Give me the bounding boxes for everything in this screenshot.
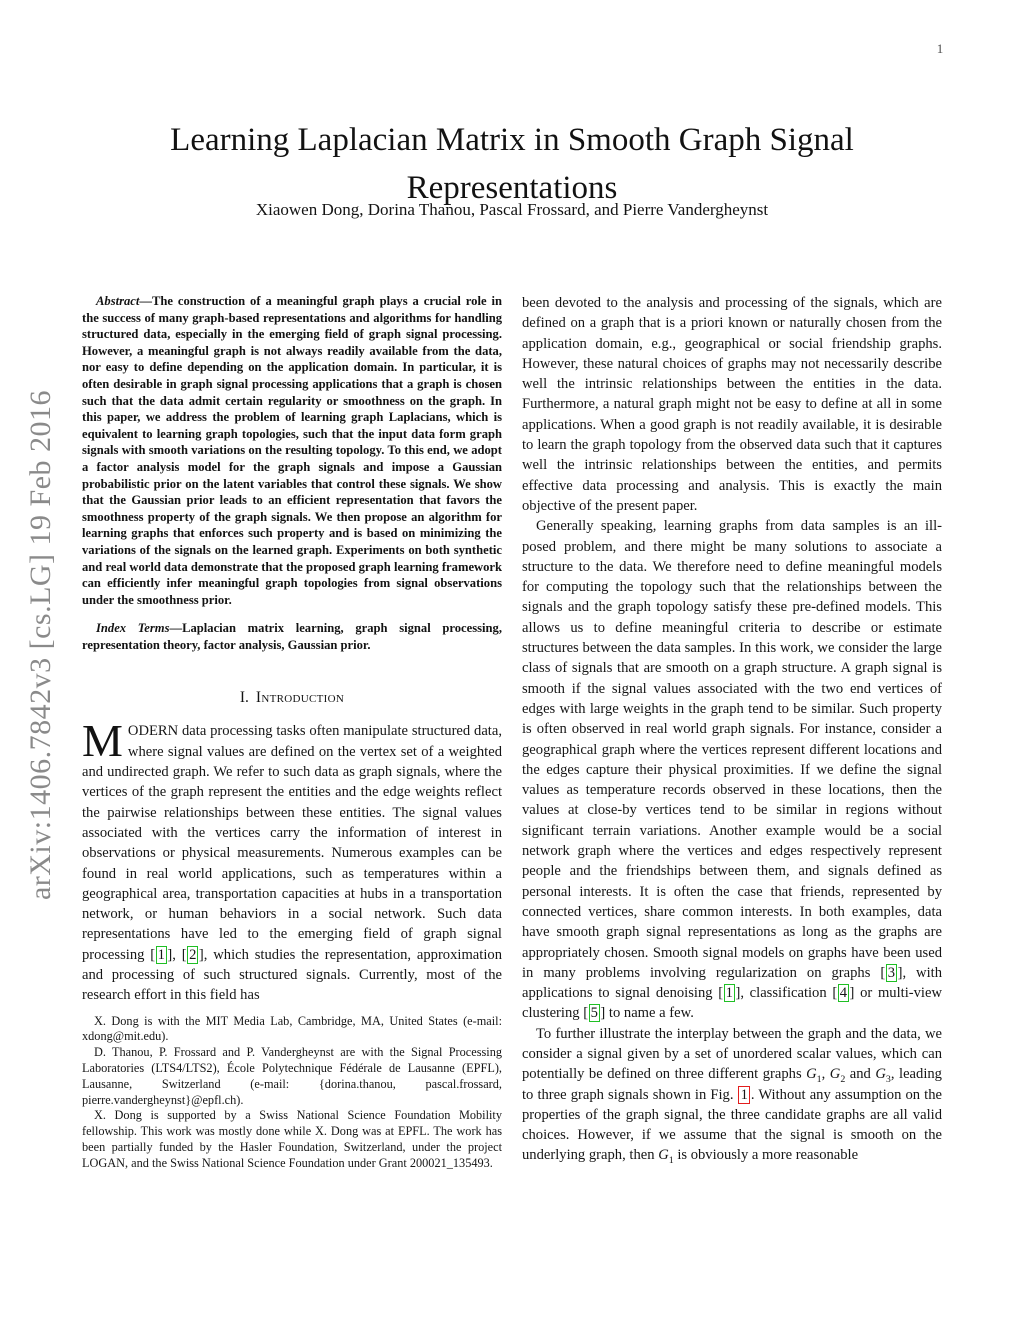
footnote-affiliation-1: X. Dong is with the MIT Media Lab, Cambridge, MA, United States (e-mail: xdong@mit.edu). <box>82 1013 502 1044</box>
math-graph-symbol: $G_3$ <box>875 1066 891 1086</box>
section-number: I. <box>239 689 249 707</box>
math-graph-symbol: $G_2$ <box>829 1066 846 1086</box>
body-paragraph: been devoted to the analysis and processing of the signals, which are defined on a graph that is a priori known or naturally chosen from the application domain, e.g., geographical or social friendship graphs. However, these natural choices of graphs may not necessarily describe well the intrinsic relationships between the entities in the data. Furthermore, a natural graph might not be easy to define at all in some applications. When a good graph is not readily available, it is desirable to learn the graph topology from the observed data such that it captures well the intrinsic relationships between the entities, and permits effective data processing and analysis. This is exactly the main objective of the present paper. <box>522 295 942 514</box>
section-title: Introduction <box>255 689 345 707</box>
right-column <box>522 293 942 1166</box>
math-graph-symbol: $G_1$ <box>806 1066 822 1086</box>
dropcap-letter: M <box>82 715 123 767</box>
section-heading <box>82 689 502 707</box>
citation-number[interactable]: 3 <box>887 964 896 981</box>
citation-ref[interactable]: [ 3 ] <box>880 964 903 981</box>
body-paragraph: To further illustrate the interplay between the graph and the data, we consider a signal given by a set of unordered scalar values, which can potentially be defined on three different graphs $G_1$, $G_2$ and $G_3$, leading to three graph signals shown in Fig. 1 . Without any assumption on the properties of the graph signal, the three candidate graphs are all valid choices. However, if we assume that the signal is smooth on the underlying graph, then $G_1$ is obviously a more reasonable <box>522 1025 942 1167</box>
index-terms-label: Index Terms <box>96 621 170 636</box>
page-number: 1 <box>936 41 944 56</box>
figure-ref[interactable]: 1 <box>738 1086 750 1104</box>
intro-text: ODERN data processing tasks often manipulate structured data, where signal values are defined on the vertex set of a weighted and undirected graph. We refer to such data as graph signals, where the vertices of the graph represent the entities and the edge weights reflect the pairwise relationships between these entities. The signal values associated with the vertices carry the information of interest in observations or physical measurements. Numerous examples can be found in real world applications, such as temperatures within a geographical area, transportation capacities at hubs in a transportation network, or human behaviors in a social network. Such data representations have led to the emerging field of graph signal processing [ 1 ], [ 2 ], which studies the representation, approximation and processing of such structured signals. Currently, most of the research effort in this field has <box>82 723 502 1004</box>
body-paragraph: Generally speaking, learning graphs from data samples is an ill-posed problem, and there might be many solutions to associate a structure to the data. We therefore need to define meaningful models for computing the topology such that the relationships between the signals and the graph topology satisfy these pre-defined models. This allows us to define meaningful criteria to describe or estimate structures between the data samples. In this work, we consider the large class of signals that are smooth on a graph structure. A graph signal is smooth if the signal values associated with the two end vertices of edges with large weights in the graph tend to be similar. Such property is often observed in real world graph signals. For instance, consider a geographical graph where the vertices represent different locations and the edges capture their physical proximities. If we define the signal values as temperature records observed in these locations, then the values at close-by vertices tend to be similar in regions without significant terrain variations. Another example would be a social network graph where the vertices and edges respectively represent people and the friendships between them, and signals defined as personal interests. It is often the case that friends, represented by connected vertices, share common interests. In both examples, data have smooth graph signal representations as long as the graphs are appropriately chosen. Smooth signal models on graphs have been used in many problems involving regularization on graphs [ 3 ], with applications to signal denoising [ 1 ], classification [ 4 ] or multi-view clustering [ 5 ] to name a few. <box>522 518 943 1022</box>
footnotes-block <box>82 1014 502 1172</box>
left-column <box>82 293 502 1172</box>
citation-ref[interactable]: [ 1 ] <box>150 946 173 963</box>
abstract-label: Abstract <box>96 294 140 308</box>
abstract-dash: — <box>139 294 152 308</box>
paper-title: Learning Laplacian Matrix in Smooth Graph Signal Representations <box>170 122 854 207</box>
footnote-affiliation-2: D. Thanou, P. Frossard and P. Vandergheynst are with the Signal Processing Laboratories (LTS4/LTS2), École Polytechnique Fédérale de Lausanne (EPFL), Lausanne, Switzerland (e-mail: {dorina.thanou, pascal.frossard, pierre.vandergheynst}@epfl.ch). <box>82 1045 502 1107</box>
abstract <box>82 293 502 608</box>
citation-number[interactable]: 2 <box>189 946 197 963</box>
citation-number[interactable]: 1 <box>157 946 165 963</box>
citation-ref[interactable]: [ 5 ] <box>583 1005 606 1022</box>
index-terms <box>82 620 502 653</box>
index-terms-text: Laplacian matrix learning, graph signal processing, representation theory, factor analysis, Gaussian prior. <box>82 621 502 652</box>
math-graph-symbol: $G_1$ <box>658 1147 674 1167</box>
paper-authors: Xiaowen Dong, Dorina Thanou, Pascal Frossard, and Pierre Vandergheynst <box>255 200 769 219</box>
citation-number[interactable]: 5 <box>590 1005 598 1022</box>
citation-number[interactable]: 1 <box>725 985 733 1002</box>
index-terms-dash: — <box>169 621 183 636</box>
citation-ref[interactable]: [ 4 ] <box>832 985 855 1002</box>
citation-ref[interactable]: [ 2 ] <box>181 946 204 963</box>
footnote-funding: X. Dong is supported by a Swiss National Science Foundation Mobility fellowship. This work was mostly done while X. Dong was at EPFL. The work has been partially funded by the Hasler Foundation, Switzerland, under the project LOGAN, and the Swiss National Science Foundation under Grant 200021_135493. <box>82 1108 502 1170</box>
abstract-text: The construction of a meaningful graph plays a crucial role in the success of many graph-based representations and algorithms for handling structured data, especially in the emerging field of graph signal processing. However, a meaningful graph is not always readily available from the data, nor easy to define depending on the application domain. In particular, it is often desirable in graph signal processing applications that a graph is chosen such that the data admit certain regularity or smoothness on the graph. In this paper, we address the problem of learning graph Laplacians, which is equivalent to learning graph topologies, such that the input data form graph signals with smooth variations on the resulting topology. To this end, we adopt a factor analysis model for the graph signals and impose a Gaussian probabilistic prior on the latent variables that control these signals. We show that the Gaussian prior leads to an efficient representation that favors the smoothness property of the graph signals. We then propose an algorithm for learning graphs that enforces such property and is based on minimizing the variations of the signals on the learned graph. Experiments on both synthetic and real world data demonstrate that the proposed graph learning framework can efficiently infer meaningful graph topologies from signal observations under the smoothness prior. <box>82 294 503 607</box>
citation-ref[interactable]: [ 1 ] <box>718 985 741 1002</box>
intro-paragraph <box>82 715 502 1005</box>
citation-number[interactable]: 4 <box>839 985 848 1002</box>
arxiv-watermark: arXiv:1406.7842v3 [cs.LG] 19 Feb 2016 <box>24 389 57 901</box>
